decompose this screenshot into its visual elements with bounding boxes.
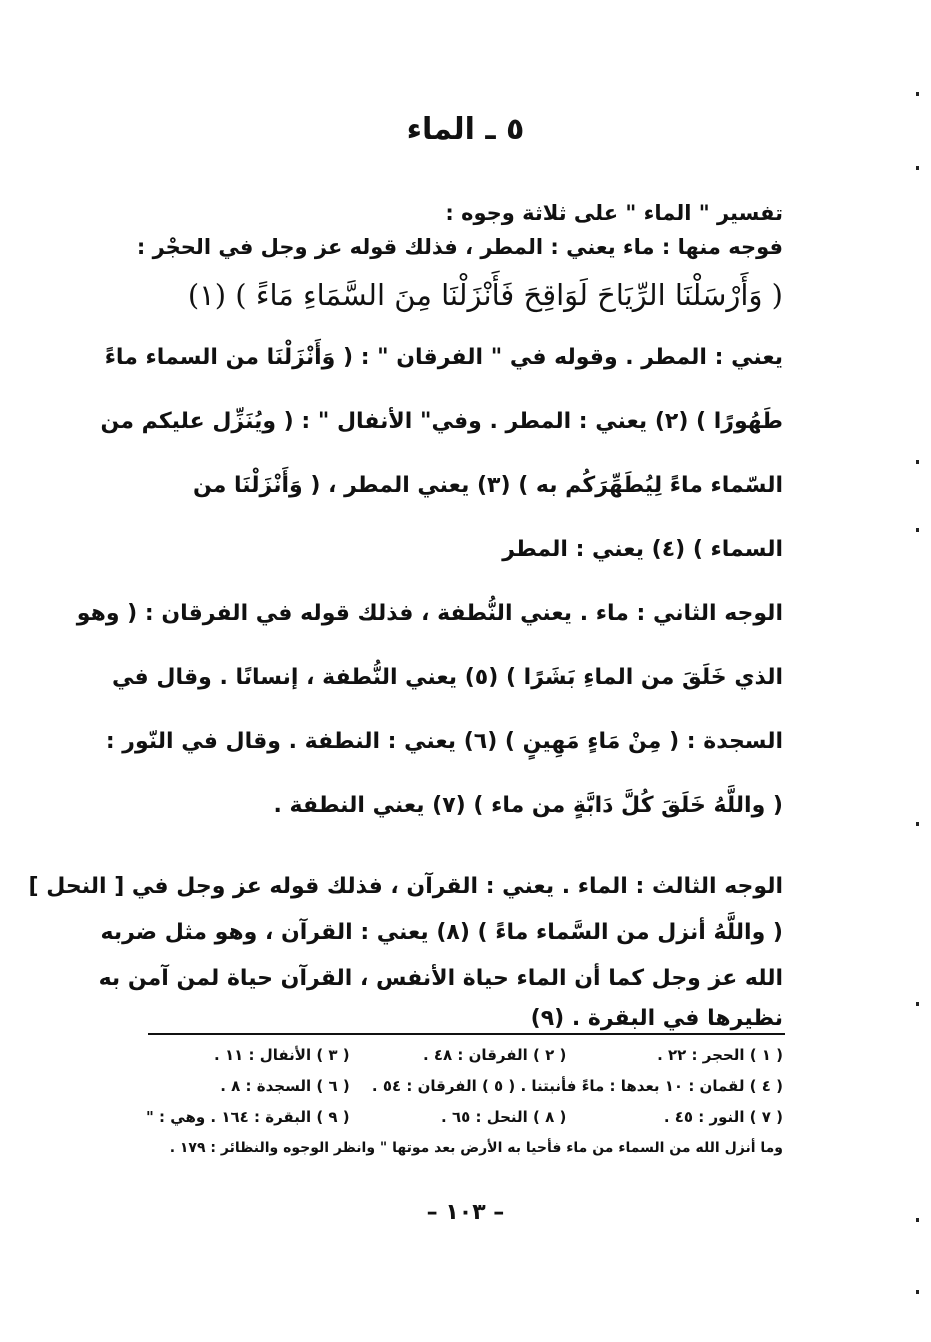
second-aspect-line: السجدة : ( مِنْ مَاءٍ مَهِينٍ ) (٦) يعني : النطفة . وقال في النّور : xyxy=(105,729,783,754)
first-aspect-intro: فوجه منها : ماء يعني : المطر ، فذلك قوله عز وجل في الحجْر : xyxy=(136,235,783,259)
footnote: ( ٤ ) لقمان : ١٠ بعدها : ماءً فأنبتنا . ( ٥ ) الفرقان : ٥٤ . xyxy=(371,1077,783,1095)
footnote: ( ٧ ) النور : ٤٥ . xyxy=(663,1108,783,1126)
footnote: ( ٣ ) الأنفال : ١١ . xyxy=(214,1046,350,1064)
footnote: ( ٨ ) النحل : ٦٥ . xyxy=(441,1108,567,1126)
first-aspect-line: السماء ) (٤) يعني : المطر xyxy=(502,537,783,562)
first-aspect-line: السّماء ماءً لِيُطَهِّرَكُم به ) (٣) يعني المطر ، ( وَأَنْزَلْنَا من xyxy=(192,473,783,498)
intro-line: تفسير " الماء " على ثلاثة وجوه : xyxy=(445,201,783,225)
footnote: ( ١ ) الحجر : ٢٢ . xyxy=(657,1046,783,1064)
footnote-row xyxy=(133,1102,783,1133)
third-aspect-line: ( واللَّهُ أنزل من السَّماء ماءً ) (٨) يعني : القرآن ، وهو مثل ضربه xyxy=(100,920,783,945)
footnote: ( ٩ ) البقرة : ١٦٤ . وهي : " xyxy=(146,1108,350,1126)
footnotes xyxy=(133,1040,783,1164)
scan-speck xyxy=(916,822,919,826)
first-aspect-line: طَهُورًا ) (٢) يعني : المطر . وفي" الأنفال " : ( ويُنَزِّل عليكم من xyxy=(100,409,783,434)
second-aspect-line: ( واللَّهُ خَلَقَ كُلَّ دَابَّةٍ من ماء ) (٧) يعني النطفة . xyxy=(273,793,783,818)
main-text xyxy=(28,196,783,1036)
scan-speck xyxy=(916,528,919,532)
footnote-row xyxy=(133,1040,783,1071)
scan-speck xyxy=(916,460,919,464)
footnote-divider xyxy=(148,1033,785,1035)
footnote-row xyxy=(133,1071,783,1102)
footnote-continuation: وما أنزل الله من السماء من ماء فأحيا به الأرض بعد موتها " وانظر الوجوه والنظائر : ١٧٩ . xyxy=(169,1140,783,1156)
scan-speck xyxy=(916,1002,919,1006)
footnote: ( ٢ ) الفرقان : ٤٨ . xyxy=(422,1046,567,1064)
section-heading: ٥ ـ الماء xyxy=(406,112,525,147)
second-aspect-line: الوجه الثاني : ماء . يعني النُّطفة ، فذلك قوله في الفرقان : ( وهو xyxy=(76,601,783,626)
scan-speck xyxy=(916,92,919,96)
paragraph-gap xyxy=(133,838,783,864)
footnote: ( ٦ ) السجدة : ٨ . xyxy=(220,1077,350,1095)
page-number: – ١٠٣ – xyxy=(426,1200,505,1225)
second-aspect-line: الذي خَلَقَ من الماءِ بَشَرًا ) (٥) يعني النُّطفة ، إنسانًا . وقال في xyxy=(112,665,783,690)
scan-speck xyxy=(916,166,919,170)
scan-speck xyxy=(916,1218,919,1222)
third-aspect-line: نظيرها في البقرة . (٩) xyxy=(530,1006,783,1031)
third-aspect-line: الوجه الثالث : الماء . يعني : القرآن ، فذلك قوله عز وجل في [ النحل ] xyxy=(28,874,783,899)
third-aspect-line: الله عز وجل كما أن الماء حياة الأنفس ، القرآن حياة لمن آمن به xyxy=(98,966,783,991)
scan-speck xyxy=(916,1290,919,1294)
quran-verse: ( وَأَرْسَلْنَا الرِّيَاحَ لَوَاقِحَ فَأَنْزَلْنَا مِنَ السَّمَاءِ مَاءً ) (١) xyxy=(187,278,783,312)
first-aspect-line: يعني : المطر . وقوله في " الفرقان " : ( وَأَنْزَلْنَا من السماء ماءً xyxy=(104,345,783,370)
